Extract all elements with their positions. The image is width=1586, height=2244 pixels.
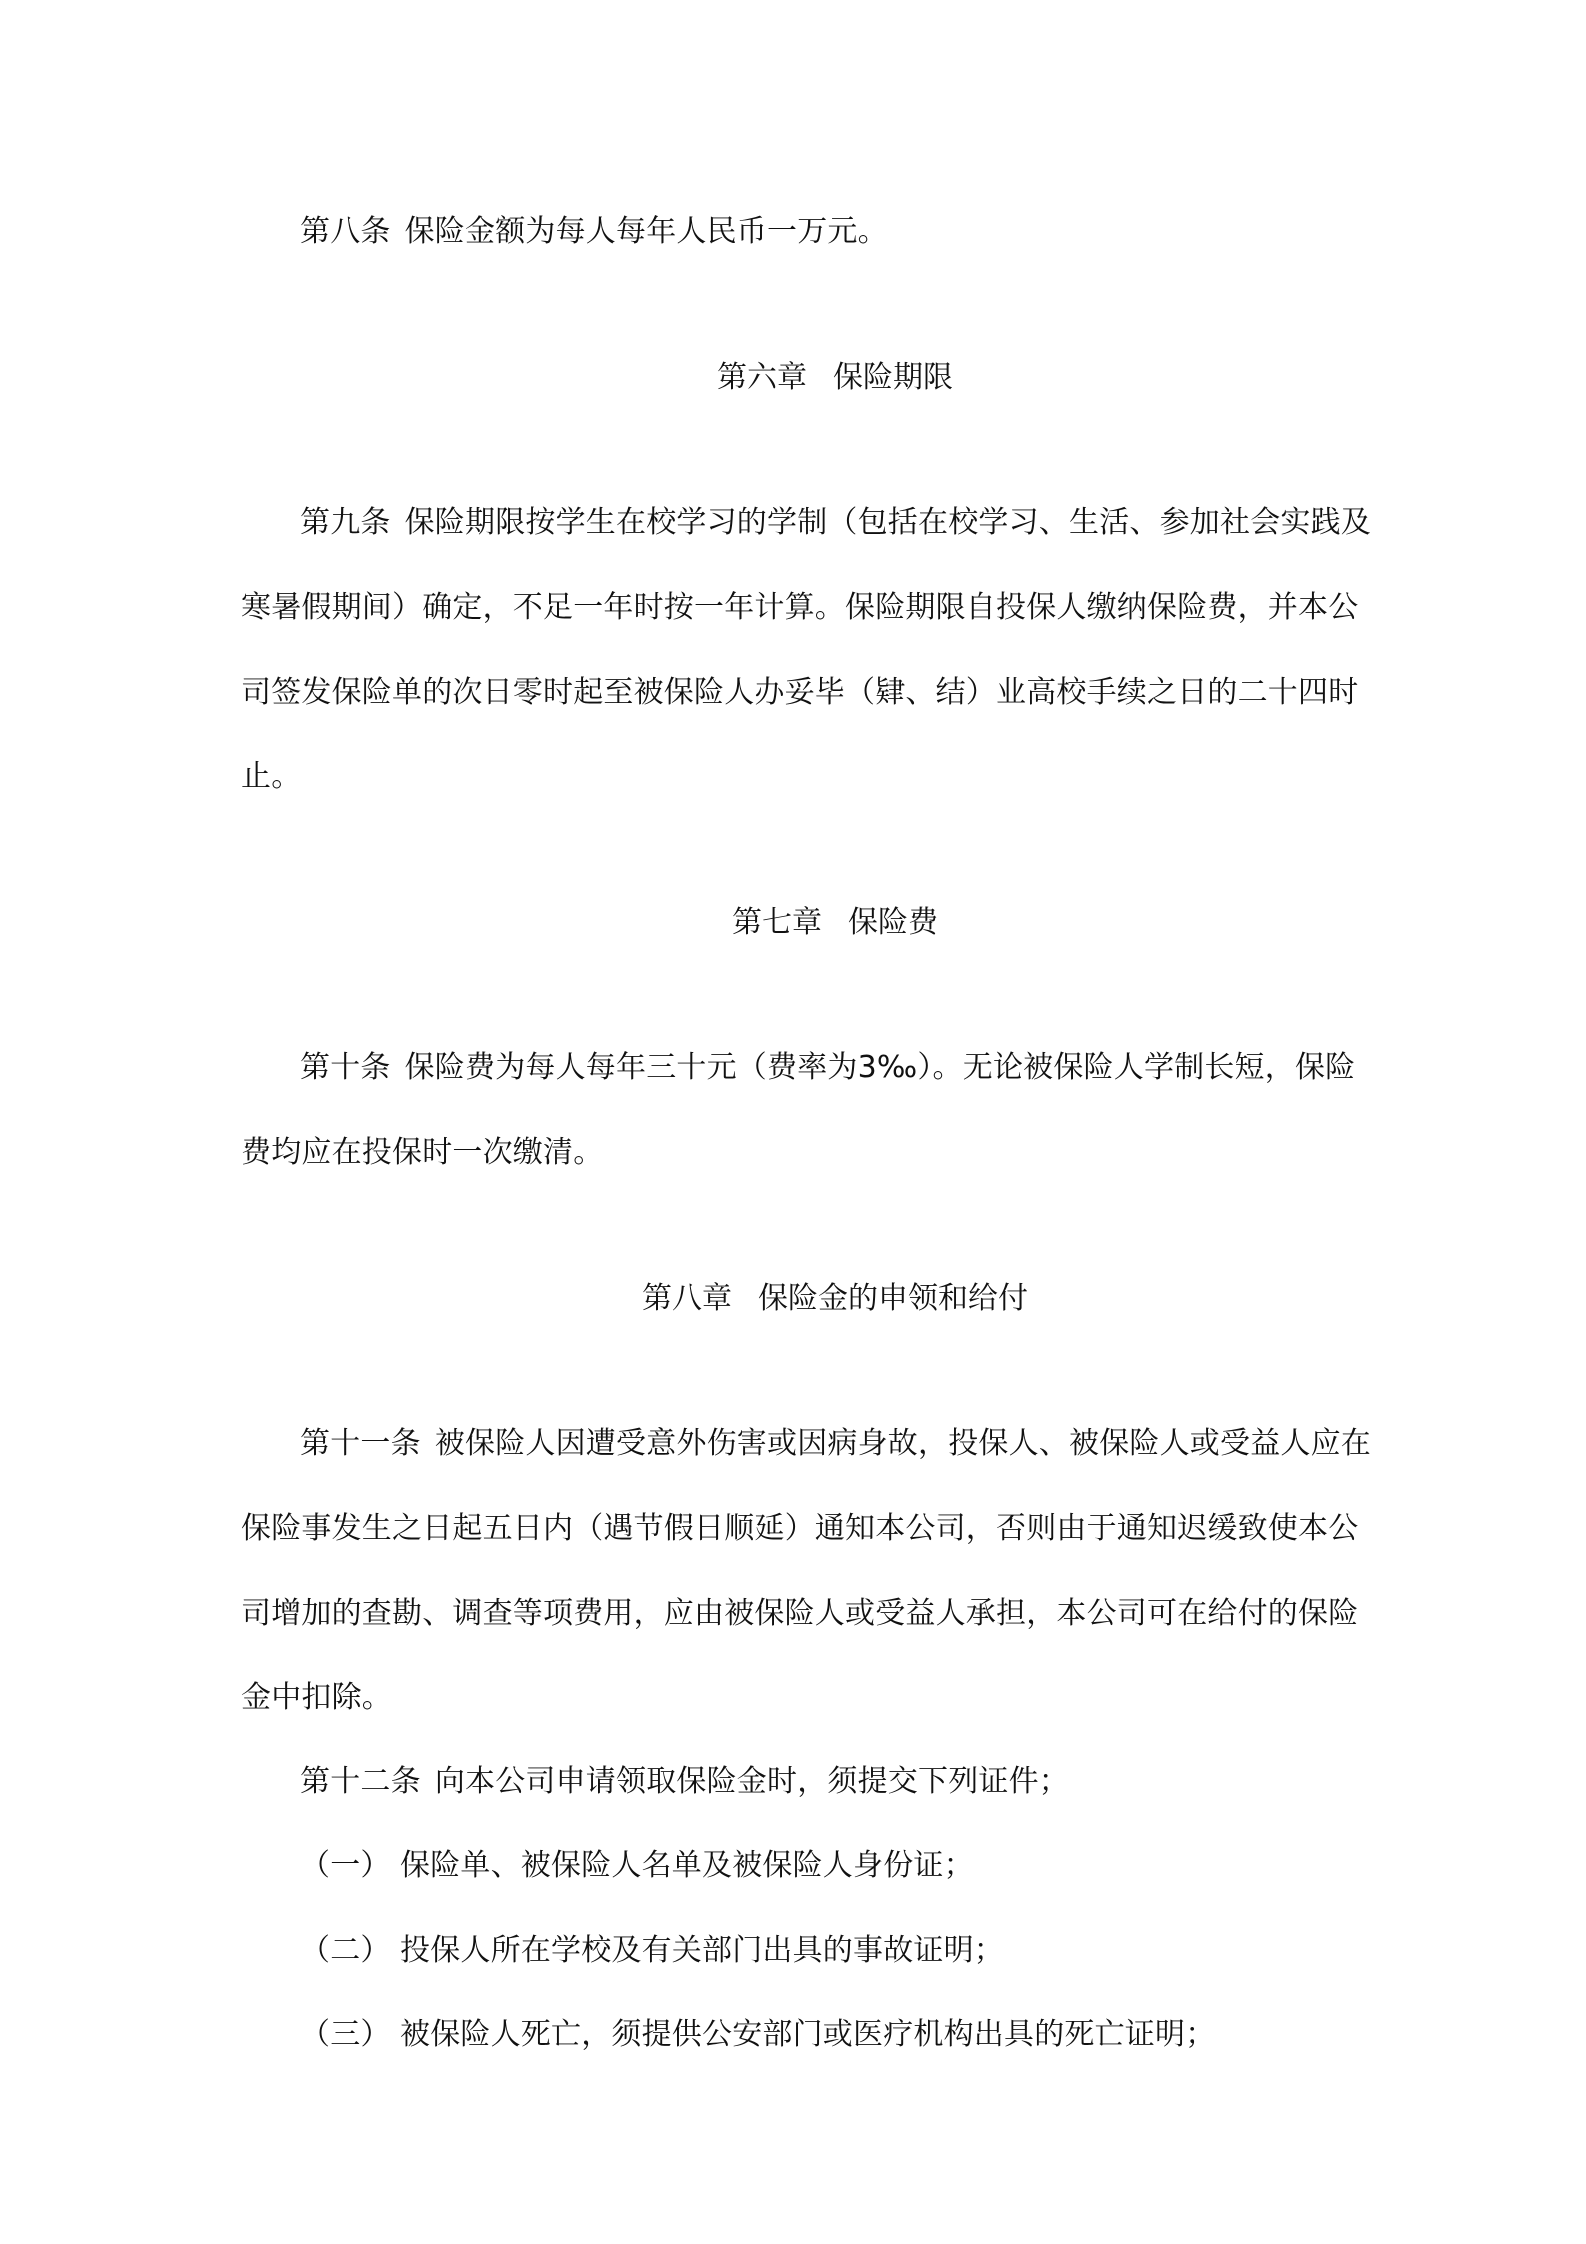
list-item-text: 保险单、被保险人名单及被保险人身份证； xyxy=(400,1848,974,1883)
list-item xyxy=(300,1931,1004,1971)
article-11-line-1 xyxy=(300,1424,1371,1464)
list-item-text: 投保人所在学校及有关部门出具的事故证明； xyxy=(400,1933,1004,1968)
article-text: 保险期限按学生在校学习的学制（包括在校学习、生活、参加社会实践及 xyxy=(404,505,1372,540)
chapter-7-heading xyxy=(732,903,938,943)
list-item-number: （一） xyxy=(300,1848,391,1883)
article-number: 第十一条 xyxy=(300,1426,421,1461)
article-9-line-1 xyxy=(300,503,1371,543)
article-number: 第九条 xyxy=(300,505,391,540)
article-11-line-3: 司增加的查勘、调查等项费用，应由被保险人或受益人承担，本公司可在给付的保险 xyxy=(241,1596,1359,1631)
list-item-number: （二） xyxy=(300,1933,391,1968)
list-item-number: （三） xyxy=(300,2017,391,2052)
chapter-title: 保险金的申领和给付 xyxy=(758,1281,1028,1316)
chapter-number: 第六章 xyxy=(717,360,807,395)
article-9-line-2: 寒暑假期间）确定，不足一年时按一年计算。保险期限自投保人缴纳保险费，并本公 xyxy=(241,590,1359,625)
list-item-text: 被保险人死亡，须提供公安部门或医疗机构出具的死亡证明； xyxy=(400,2017,1216,2052)
list-item xyxy=(300,2015,1215,2055)
list-item xyxy=(300,1846,974,1886)
chapter-8-heading xyxy=(642,1279,1028,1319)
article-9-line-4: 止。 xyxy=(241,759,302,794)
article-10-line-2: 费均应在投保时一次缴清。 xyxy=(241,1135,604,1170)
article-number: 第十二条 xyxy=(300,1764,421,1799)
article-text: 向本公司申请领取保险金时，须提交下列证件； xyxy=(434,1764,1070,1799)
chapter-number: 第七章 xyxy=(732,905,822,940)
article-number: 第十条 xyxy=(300,1050,391,1085)
chapter-6-heading xyxy=(717,358,953,398)
chapter-title: 保险期限 xyxy=(833,360,953,395)
article-12 xyxy=(300,1762,1069,1802)
article-number: 第八条 xyxy=(300,214,391,249)
article-text: 被保险人因遭受意外伤害或因病身故，投保人、被保险人或受益人应在 xyxy=(434,1426,1372,1461)
article-9-line-3: 司签发保险单的次日零时起至被保险人办妥毕（肄、结）业高校手续之日的二十四时 xyxy=(241,675,1359,710)
article-text: 保险费为每人每年三十元（费率为3‰）。无论被保险人学制长短，保险 xyxy=(404,1050,1356,1085)
article-8 xyxy=(300,212,888,252)
chapter-number: 第八章 xyxy=(642,1281,732,1316)
article-text: 保险金额为每人每年人民币一万元。 xyxy=(404,214,888,249)
article-11-line-4: 金中扣除。 xyxy=(241,1680,392,1715)
article-11-line-2: 保险事发生之日起五日内（遇节假日顺延）通知本公司，否则由于通知迟缓致使本公 xyxy=(241,1511,1359,1546)
chapter-title: 保险费 xyxy=(848,905,938,940)
article-10-line-1 xyxy=(300,1048,1355,1088)
